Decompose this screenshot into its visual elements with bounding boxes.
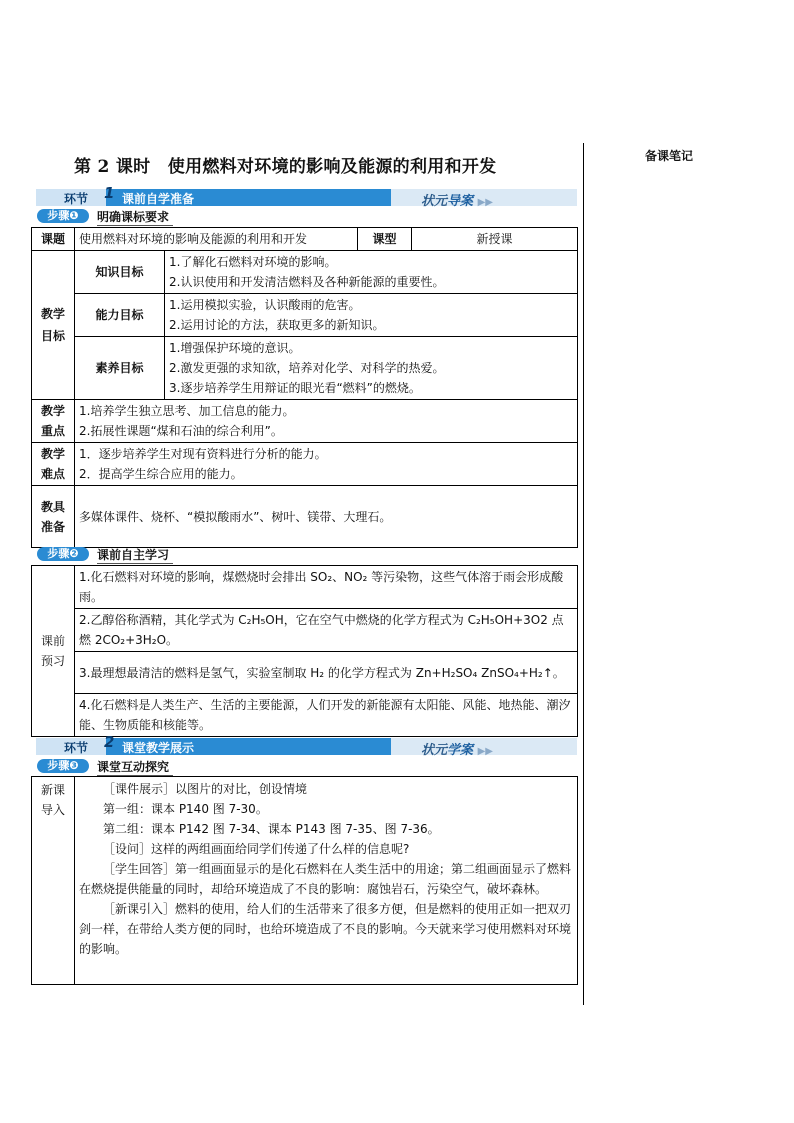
course-value: 使用燃料对环境的影响及能源的利用和开发 [75, 228, 358, 251]
notes-divider [583, 143, 584, 1005]
goal-line: 2.运用讨论的方法，获取更多的新知识。 [169, 318, 385, 332]
goal-line: 3.逐步培养学生用辩证的眼光看“燃料”的燃烧。 [169, 381, 421, 395]
preview-item: 4.化石燃料是人类生产、生活的主要能源，人们开发的新能源有太阳能、风能、地热能、潮汐能、生物质能和核能等。 [75, 694, 578, 737]
type-value: 新授课 [412, 228, 578, 251]
step-pill: 步骤❶ [37, 209, 89, 223]
goal-line: 1.运用模拟实验，认识酸雨的危害。 [169, 298, 361, 312]
goal-content [165, 337, 578, 400]
difficulty-line: 2．提高学生综合应用的能力。 [79, 467, 243, 481]
goal-label: 能力目标 [75, 294, 165, 337]
section-right-bold: 导案 [447, 194, 474, 209]
preview-item: 2.乙醇俗称酒精，其化学式为 C₂H₅OH，它在空气中燃烧的化学方程式为 C₂H₅OH+3O2 点燃 2CO₂+3H₂O。 [75, 609, 578, 652]
preview-label: 课前预习 [32, 566, 75, 737]
step-title: 明确课标要求 [97, 208, 173, 226]
intro-paragraph: ［新课引入］燃料的使用，给人们的生活带来了很多方便，但是燃料的使用正如一把双刃剑一样，在带给人类方便的同时，也给环境造成了不良的影响。今天就来学习使用燃料对环境的影响。 [79, 902, 572, 956]
section-banner-1 [36, 184, 577, 209]
intro-label: 新课导入 [32, 777, 75, 985]
arrows-icon: ▶▶ [477, 197, 493, 208]
tools-label: 教具准备 [32, 486, 75, 548]
key-content [75, 400, 578, 443]
goal-label: 知识目标 [75, 251, 165, 294]
section-right-label: 状元 [421, 194, 448, 209]
difficulty-content [75, 443, 578, 486]
goal-line: 1.了解化石燃料对环境的影响。 [169, 255, 337, 269]
intro-paragraph: 第一组：课本 P140 图 7-30。 [103, 802, 268, 816]
goal-label: 素养目标 [75, 337, 165, 400]
preview-item: 1.化石燃料对环境的影响，煤燃烧时会排出 SO₂、NO₂ 等污染物，这些气体溶于雨会形成酸雨。 [75, 566, 578, 609]
goal-line: 2.激发更强的求知欲，培养对化学、对科学的热爱。 [169, 361, 445, 375]
section-right-bold: 学案 [447, 743, 474, 758]
course-label: 课题 [32, 228, 75, 251]
section-title: 课堂教学展示 [122, 741, 195, 755]
difficulty-line: 1．逐步培养学生对现有资料进行分析的能力。 [79, 447, 327, 461]
section-number: 2 [104, 733, 115, 751]
step-title: 课堂互动探究 [97, 758, 173, 776]
notes-title: 备课笔记 [645, 149, 694, 163]
intro-paragraph: 第二组：课本 P142 图 7-34、课本 P143 图 7-35、图 7-36。 [103, 822, 440, 836]
intro-table [31, 776, 578, 985]
section-banner-2 [36, 733, 577, 758]
section-huan-label: 环节 [64, 192, 89, 206]
goal-line: 1.增强保护环境的意识。 [169, 341, 301, 355]
preview-table [31, 565, 578, 737]
intro-paragraph: ［学生回答］第一组画面显示的是化石燃料在人类生活中的用途；第二组画面显示了燃料在燃烧提供能量的同时，却给环境造成了不良的影响：腐蚀岩石，污染空气，破坏森林。 [79, 862, 572, 896]
goal-content [165, 294, 578, 337]
intro-paragraph: ［设问］这样的两组画面给同学们传递了什么样的信息呢? [103, 842, 410, 856]
key-label: 教学重点 [32, 400, 75, 443]
type-label: 课型 [358, 228, 412, 251]
difficulty-label: 教学难点 [32, 443, 75, 486]
section-title: 课前自学准备 [122, 192, 195, 206]
goal-content [165, 251, 578, 294]
section-huan-label: 环节 [64, 741, 89, 755]
key-line: 2.拓展性课题“煤和石油的综合利用”。 [79, 424, 283, 438]
section-number: 1 [104, 184, 115, 202]
arrows-icon: ▶▶ [477, 746, 493, 757]
preview-item: 3.最理想最清洁的燃料是氢气，实验室制取 H₂ 的化学方程式为 Zn+H₂SO₄ ZnSO₄+H₂↑。 [75, 652, 578, 694]
tools-value: 多媒体课件、烧杯、“模拟酸雨水”、树叶、镁带、大理石。 [75, 486, 578, 548]
goal-line: 2.认识使用和开发清洁燃料及各种新能源的重要性。 [169, 275, 445, 289]
page-title: 第 2 课时 使用燃料对环境的影响及能源的利用和开发 [74, 157, 497, 177]
intro-paragraph: ［课件展示］以图片的对比，创设情境 [103, 782, 308, 796]
lesson-info-table [31, 227, 578, 548]
key-line: 1.培养学生独立思考、加工信息的能力。 [79, 404, 295, 418]
goals-label: 教学目标 [32, 251, 75, 400]
step-pill: 步骤❷ [37, 547, 89, 561]
section-right-label: 状元 [421, 743, 448, 758]
intro-content [75, 777, 578, 985]
step-title: 课前自主学习 [97, 546, 173, 564]
step-pill: 步骤❸ [37, 759, 89, 773]
